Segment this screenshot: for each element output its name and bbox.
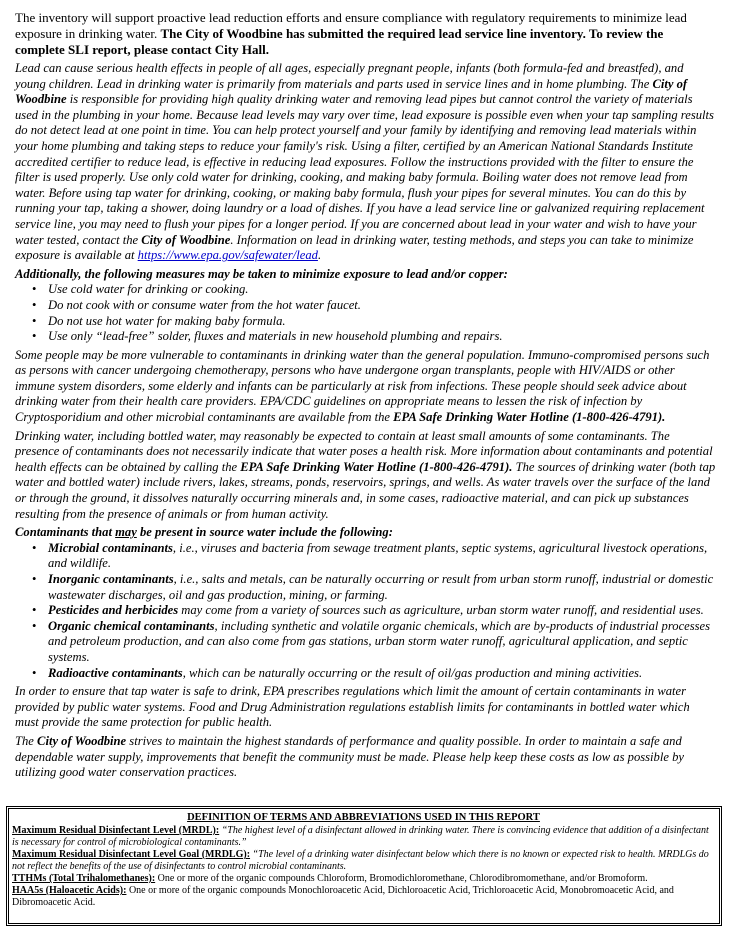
city-name: City of Woodbine (141, 232, 231, 247)
epa-regulations-paragraph: In order to ensure that tap water is safe to drink, EPA prescribes regulations which limit the amount of certain contaminants in water provided by public water systems. Food and Drug Administration regulations establish limits for contaminants in bottled water which must provide the same protection for public health. (15, 684, 690, 730)
intro-bold-text: The City of Woodbine has submitted the required lead service line inventory. To review the complete SLI report, please contact City Hall. (15, 26, 664, 57)
bottled-text-1: Drinking water, including bottled water, may reasonably be expected to contain at least small amounts of some contaminants. The presence of contaminants does not necessarily indicate that water poses a health risk. More information about contaminants and potential health effects can be obtained by calling the (15, 428, 713, 474)
definition-item: Maximum Residual Disinfectant Level Goal (MRDLG): “The level of a drinking water disinfectant below which there is no known or expected risk to health. MRDLGs do not reflect the benefits of the use of disinfectants to control microbial contaminants. (12, 849, 709, 872)
list-item: • Pesticides and herbicides may come from a variety of sources such as agriculture, urban storm water runoff, and residential uses. (32, 603, 704, 618)
lead-text-1: Lead can cause serious health effects in people of all ages, especially pregnant people, infants (both formula-fed and breastfed), and young children. Lead in drinking water is primarily from materials and parts used in service lines and in home plumbing. The (15, 61, 684, 91)
list-item: • Radioactive contaminants, which can be naturally occurring or the result of oil/gas production and mining activities. (32, 665, 643, 680)
measures-list (15, 282, 716, 344)
definitions-box (6, 806, 722, 926)
definition-item: Maximum Residual Disinfectant Level (MRDL): “The highest level of a disinfectant allowed in drinking water. There is convincing evidence that addition of a disinfectant is necessary for control of microbiological contaminants.” (12, 825, 709, 848)
hotline-text: EPA Safe Drinking Water Hotline (1-800-426-4791). (240, 459, 513, 474)
epa-lead-link[interactable]: https://www.epa.gov/safewater/lead (137, 248, 318, 263)
city-name: City of Woodbine (15, 76, 688, 107)
bottled-water-paragraph (15, 429, 716, 523)
list-item: • Use only “lead-free” solder, fluxes and materials in new household plumbing and repairs. (32, 329, 503, 344)
definition-item: HAA5s (Haloacetic Acids): One or more of the organic compounds Monochloroacetic Acid, Dichloroacetic Acid, Trichloroacetic Acid, Monobromoacetic Acid, and Dibromoacetic Acid. (12, 885, 674, 908)
measures-heading: Additionally, the following measures may be taken to minimize exposure to lead and/or copper: (15, 266, 508, 281)
lead-text-4: . (317, 248, 322, 263)
closing-paragraph: The City of Woodbine strives to maintain the highest standards of performance and quality possible. In order to maintain a safe and dependable water supply, improvements that benefit the community must be made. Please help keep these costs as low as possible by utilizing good water conservation practices. (15, 733, 684, 780)
intro-text: The inventory will support proactive lead reduction efforts and ensure compliance with regulatory requirements to minimize lead exposure in drinking water. (15, 10, 687, 41)
definition-item: TTHMs (Total Trihalomethanes): One or more of the organic compounds Chloroform, Bromodichloromethane, Chlorodibromomethane, and/or Bromoform. (12, 873, 648, 884)
list-item: • Do not use hot water for making baby formula. (32, 313, 286, 328)
list-item: • Organic chemical contaminants, including synthetic and volatile organic chemicals, which are by-products of industrial processes and petroleum production, and can also come from gas stations, urban storm water runoff, agricultural application, and septic systems. (32, 618, 711, 664)
vulnerable-text: Some people may be more vulnerable to contaminants in drinking water than the general population. Immuno-compromised persons such as persons with cancer undergoing chemotherapy, persons who have undergone organ transplants, people with HIV/AIDS or other immune system disorders, some elderly and infants can be particularly at risk from infections. These people should seek advice about drinking water from their health care providers. EPA/CDC guidelines on appropriate means to lessen the risk of infection by Cryptosporidium and other microbial contaminants are available from the (15, 347, 710, 425)
lead-health-paragraph (15, 61, 716, 264)
intro-paragraph (15, 10, 716, 58)
bottled-text-2: The sources of drinking water (both tap water and bottled water) include rivers, lakes, streams, ponds, reservoirs, springs, and wells. As water travels over the surface of the land or through the ground, it dissolves naturally occurring minerals and, in some cases, radioactive material, and can pick up substances resulting from the presence of animals or from human activity. (15, 459, 716, 521)
definitions-title: DEFINITION OF TERMS AND ABBREVIATIONS USED IN THIS REPORT (187, 812, 540, 823)
lead-text-3: . Information on lead in drinking water, testing methods, and steps you can take to minimize exposure is available at (15, 232, 694, 263)
lead-text-2: is responsible for providing high quality drinking water and removing lead pipes but cannot control the variety of materials used in the plumbing in your home. Because lead levels may vary over time, lead exposure is possible even when your tap sampling results do not detect lead at one point in time. You can help protect yourself and your family by identifying and removing lead materials within your home plumbing and taking steps to reduce your family's risk. Using a filter, certified by an American National Standards Institute accredited certifier to reduce lead, is effective in reducing lead exposures. Follow the instructions provided with the filter to ensure the filter is used properly. Use only cold water for drinking, cooking, and making baby formula. Boiling water does not remove lead from water. Before using tap water for drinking, cooking, or making baby formula, flush your pipes for several minutes. You can do this by running your tap, taking a shower, doing laundry or a load of dishes. If you have a lead service line or galvanized requiring replacement service line, you may need to flush your pipes for a longer period. If you are concerned about lead in your water and wish to have your water tested, contact the (15, 92, 714, 247)
contaminants-heading: Contaminants that may be present in source water include the following: (15, 525, 393, 540)
list-item: • Inorganic contaminants, i.e., salts and metals, can be naturally occurring or result from urban storm runoff, industrial or domestic wastewater discharges, oil and gas production, mining, or farming. (32, 572, 714, 602)
list-item: • Use cold water for drinking or cooking. (32, 282, 249, 297)
city-name: City of Woodbine (37, 733, 127, 748)
hotline-text: EPA Safe Drinking Water Hotline (1-800-426-4791). (393, 410, 666, 425)
vulnerable-paragraph (15, 348, 716, 426)
contaminants-list (15, 541, 716, 681)
list-item: • Do not cook with or consume water from the hot water faucet. (32, 297, 361, 312)
list-item: • Microbial contaminants, i.e., viruses and bacteria from sewage treatment plants, septic systems, agricultural livestock operations, and wildlife. (32, 540, 708, 571)
